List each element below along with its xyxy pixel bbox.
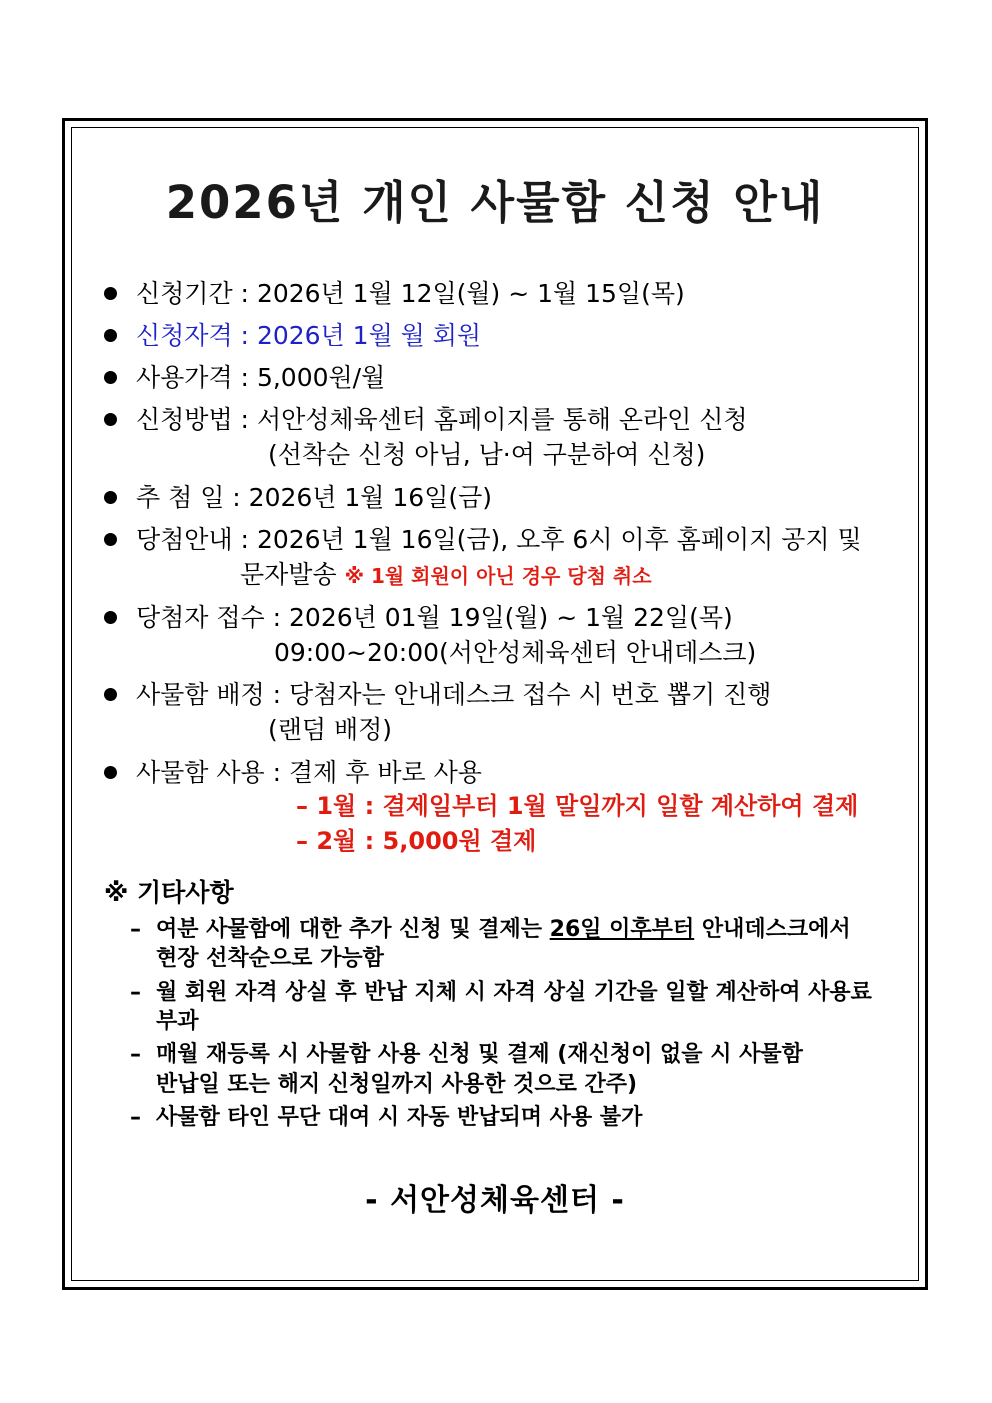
item-value: 2026년 1월 월 회원: [256, 321, 482, 350]
item-label: 사물함 배정 :: [136, 680, 282, 710]
etc-text-cont: 현장 선착순으로 가능함: [156, 946, 384, 972]
item-label: 당첨자 접수 :: [136, 602, 282, 632]
bullet-dot-icon: [104, 371, 117, 384]
etc-section: [102, 873, 888, 1133]
item-value: 2026년 1월 16일(금), 오후 6시 이후 홈페이지 공지 및: [256, 524, 862, 554]
etc-list: [102, 915, 888, 1133]
etc-text-cont: 반납일 또는 해지 신청일까지 사용한 것으로 간주): [156, 1071, 638, 1097]
item-label: 당첨안내 :: [136, 524, 249, 554]
list-item: [102, 523, 888, 592]
etc-text-part1: 사물함 타인 무단 대여 시 자동 반납되며 사용 불가: [156, 1105, 643, 1131]
list-item: [102, 403, 888, 472]
bullet-dot-icon: [104, 611, 117, 624]
item-value: 2026년 01월 19일(월) ~ 1월 22일(목): [289, 602, 733, 632]
etc-text-part1: 매월 재등록 시 사물함 사용 신청 및 결제 (재신청이 없을 시 사물함: [156, 1042, 803, 1068]
etc-text-part1: 여분 사물함에 대한 추가 신청 및 결제는: [156, 916, 550, 942]
item-value: 당첨자는 안내데스크 접수 시 번호 뽑기 진행: [289, 680, 772, 710]
item-value: 5,000원/월: [256, 363, 386, 392]
etc-text-part1: 월 회원 자격 상실 후 반납 지체 시 자격 상실 기간을 일할 계산하여 사용료 부과: [156, 979, 872, 1034]
list-item: [130, 915, 888, 974]
item-subline: 문자발송: [240, 559, 337, 589]
issuer-footer: - 서안성체육센터 -: [365, 1182, 625, 1218]
list-item: [102, 678, 888, 747]
etc-text-part2: 안내데스크에서: [694, 916, 851, 942]
dash-glyph: –: [130, 1042, 141, 1068]
item-subline: (선착순 신청 아님, 남·여 구분하여 신청): [268, 440, 706, 469]
list-item: [102, 601, 888, 670]
bullet-dot-icon: [104, 491, 117, 504]
list-item: [130, 1103, 888, 1132]
list-item: [102, 361, 888, 394]
list-item: [102, 481, 888, 514]
item-value: 2026년 1월 12일(월) ~ 1월 15일(목): [256, 279, 685, 308]
item-label: 사물함 사용 :: [136, 758, 282, 787]
bullet-dot-icon: [104, 287, 117, 300]
dash-glyph: –: [130, 916, 141, 942]
item-label: 신청방법 :: [136, 405, 249, 434]
list-item: [102, 277, 888, 310]
dash-glyph: –: [130, 1105, 141, 1131]
bullet-dot-icon: [104, 533, 117, 546]
notice-page-border: [62, 118, 928, 1290]
bullet-dot-icon: [104, 329, 117, 342]
bullet-dot-icon: [104, 413, 117, 426]
notice-content: [71, 127, 919, 1281]
item-value: 서안성체육센터 홈페이지를 통해 온라인 신청: [256, 405, 748, 434]
etc-heading: ※ 기타사항: [104, 877, 234, 907]
notice-item-list: [102, 277, 888, 859]
item-subline: 09:00~20:00(서안성체육센터 안내데스크): [274, 637, 757, 667]
item-value: 결제 후 바로 사용: [289, 758, 482, 787]
bullet-dot-icon: [104, 766, 117, 779]
item-label: 사용가격 :: [136, 363, 249, 392]
etc-text-underline: 26일 이후부터: [549, 916, 695, 942]
list-item: [102, 319, 888, 352]
list-item: [130, 1040, 888, 1099]
item-red-line: – 1월 : 결제일부터 1월 말일까지 일할 계산하여 결제: [296, 792, 859, 820]
item-label: 신청기간 :: [136, 279, 249, 308]
list-item: [130, 978, 888, 1037]
item-subline-note: ※ 1월 회원이 아닌 경우 당첨 취소: [344, 563, 652, 588]
dash-glyph: –: [130, 979, 141, 1005]
page-title: 2026년 개인 사물함 신청 안내: [165, 176, 825, 229]
list-item: [102, 756, 888, 859]
item-label: 신청자격 :: [136, 321, 249, 350]
item-red-line: – 2월 : 5,000원 결제: [296, 826, 537, 855]
item-label: 추 첨 일 :: [136, 482, 241, 512]
bullet-dot-icon: [104, 688, 117, 701]
item-subline: (랜덤 배정): [268, 715, 393, 745]
item-value: 2026년 1월 16일(금): [248, 482, 493, 512]
